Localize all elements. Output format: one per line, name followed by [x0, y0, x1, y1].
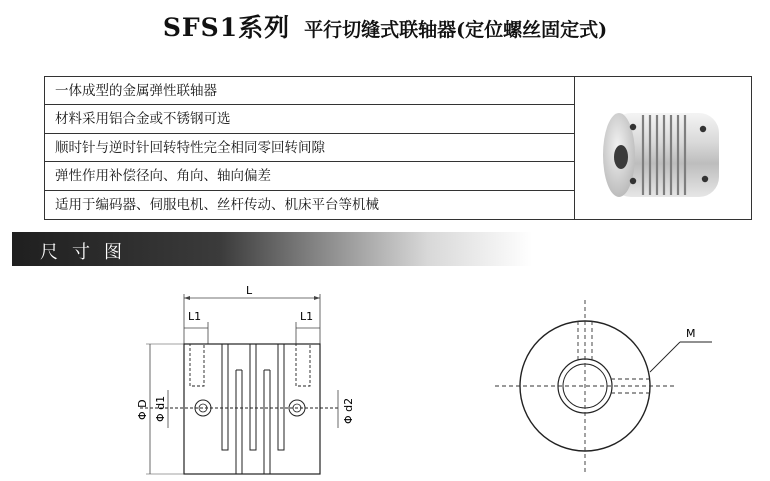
feature-row: 弹性作用补偿径向、角向、轴向偏差	[45, 162, 574, 190]
feature-row: 顺时针与逆时针回转特性完全相同零回转间隙	[45, 134, 574, 162]
product-series-title: SFS1系列	[162, 13, 291, 42]
dimension-drawing	[0, 270, 770, 481]
coupling-end-view	[495, 300, 712, 475]
feature-table	[44, 76, 752, 220]
page-title	[0, 8, 770, 44]
feature-row: 一体成型的金属弹性联轴器	[45, 77, 574, 105]
dim-label-L1-left: L1	[188, 310, 202, 323]
dim-label-d1: Φ d1	[154, 395, 167, 422]
dim-label-M: M	[686, 327, 696, 340]
feature-row: 材料采用铝合金或不锈钢可选	[45, 105, 574, 133]
feature-row: 适用于编码器、伺服电机、丝杆传动、机床平台等机械	[55, 196, 379, 213]
dim-label-d2: Φ d2	[342, 397, 355, 424]
product-series-subtitle: 平行切缝式联轴器(定位螺丝固定式)	[304, 19, 608, 41]
dim-label-L1-right: L1	[300, 310, 314, 323]
dim-label-D: Φ D	[136, 399, 149, 420]
coupling-side-view	[136, 284, 355, 474]
coupling-product-photo	[575, 77, 751, 219]
feature-list	[45, 77, 575, 219]
section-title: 尺寸图	[40, 242, 136, 263]
dim-label-L: L	[246, 284, 253, 297]
